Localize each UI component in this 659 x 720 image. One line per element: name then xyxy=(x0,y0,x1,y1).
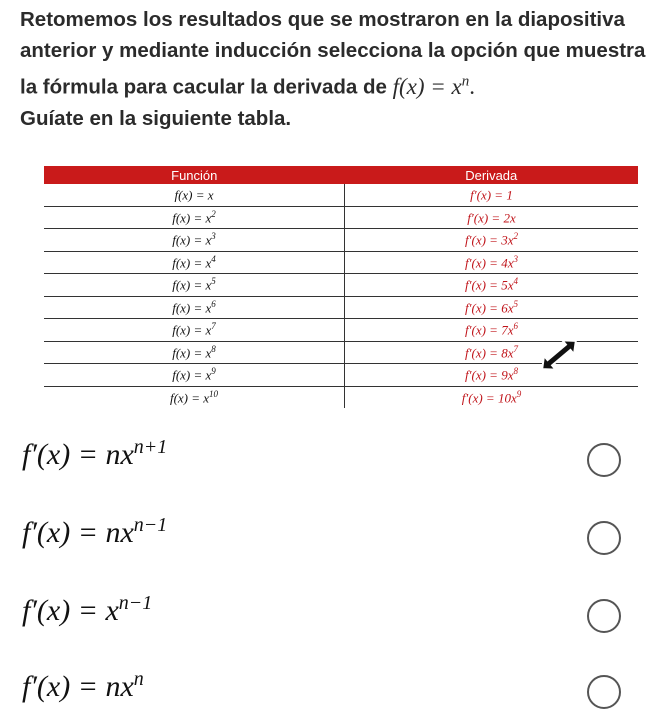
derivative-cell: $f'(x) = 9x^8$ xyxy=(345,364,639,387)
derivative-cell: $f'(x) = 6x^5$ xyxy=(345,296,639,319)
derivative-cell: $f'(x) = 8x^7$ xyxy=(345,341,639,364)
derivative-cell: f′(x) = 2x xyxy=(345,206,639,229)
answer-option[interactable] xyxy=(0,584,659,644)
table-row xyxy=(44,386,638,408)
table-row xyxy=(44,274,638,297)
question-text: Retomemos los resultados que se mostraron en la diapositiva anterior y mediante inducción selecciona la opción que muestra la fórmula para cacular la derivada de xyxy=(20,8,646,99)
function-cell: $f(x) = x^5$ xyxy=(44,274,345,297)
table-header-row xyxy=(44,166,638,184)
derivative-cell: $f'(x) = 3x^2$ xyxy=(345,229,639,252)
function-cell: $f(x) = x^2$ xyxy=(44,206,345,229)
option-formula: $f'(x) = x^{n-1}$ xyxy=(22,592,153,627)
table-row xyxy=(44,206,638,229)
option-radio-button[interactable] xyxy=(587,675,621,709)
option-radio-button[interactable] xyxy=(587,443,621,477)
derivative-cell: f′(x) = 1 xyxy=(345,184,639,206)
answer-option[interactable] xyxy=(0,428,659,488)
derivative-cell: $f'(x) = 4x^3$ xyxy=(345,251,639,274)
table-row xyxy=(44,184,638,206)
function-cell: $f(x) = x^7$ xyxy=(44,319,345,342)
resize-diagonal-cursor-icon xyxy=(534,334,584,376)
function-cell: $f(x) = x^6$ xyxy=(44,296,345,319)
function-cell: $f(x) = x^3$ xyxy=(44,229,345,252)
guide-text: Guíate en la siguiente tabla. xyxy=(20,106,292,130)
function-cell: $f(x) = x^9$ xyxy=(44,364,345,387)
header-derivative: Derivada xyxy=(345,166,639,184)
option-radio-button[interactable] xyxy=(587,599,621,633)
option-formula: $f'(x) = nx^{n+1}$ xyxy=(22,436,168,471)
question-formula: $f(x) = x^n$. xyxy=(392,73,475,99)
derivative-cell: $f'(x) = 7x^6$ xyxy=(345,319,639,342)
function-cell: f(x) = x xyxy=(44,184,345,206)
option-radio-button[interactable] xyxy=(587,521,621,555)
answer-option[interactable] xyxy=(0,660,659,720)
function-cell: $f(x) = x^8$ xyxy=(44,341,345,364)
table-row xyxy=(44,229,638,252)
question-prompt xyxy=(20,4,650,134)
header-function: Función xyxy=(44,166,345,184)
answer-option[interactable] xyxy=(0,506,659,566)
option-formula: $f'(x) = nx^{n-1}$ xyxy=(22,514,168,549)
option-formula: $f'(x) = nx^n$ xyxy=(22,668,144,703)
derivative-cell: $f'(x) = 10x^9$ xyxy=(461,388,522,405)
table-row xyxy=(44,251,638,274)
function-cell: $f(x) = x^4$ xyxy=(44,251,345,274)
derivative-cell: $f'(x) = 5x^4$ xyxy=(345,274,639,297)
table-row xyxy=(44,296,638,319)
function-cell: $f(x) = x^{10}$ xyxy=(44,386,345,408)
